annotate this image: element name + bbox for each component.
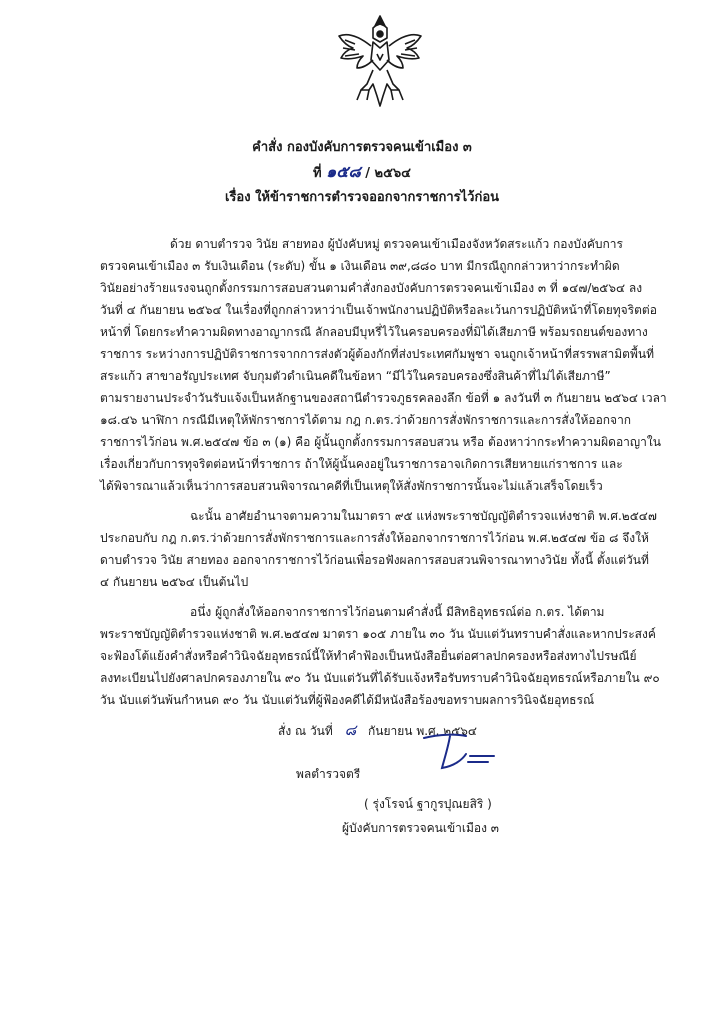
text-line: ได้พิจารณาแล้วเห็นว่าการสอบสวนพิจารณาคดีที่เป็นเหตุให้สั่งพักราชการนั้นจะไม่แล้วเสร็จโดยเร็ว (100, 479, 603, 493)
order-number-handwritten: ๑๕๘ (326, 162, 361, 181)
text-line: ราชการไว้ก่อน พ.ศ.๒๕๔๗ ข้อ ๓ (๑) คือ ผู้นั้นถูกตั้งกรรมการสอบสวน หรือ ต้องหาว่ากระทำความผิดอาญาใน (100, 435, 661, 449)
order-title: คำสั่ง กองบังคับการตรวจคนเข้าเมือง ๓ (252, 140, 472, 155)
text-line: ลงทะเบียนไปยังศาลปกครองภายใน ๙๐ วัน นับแต่วันที่ได้รับแจ้งหรือรับทราบคำวินิจฉัยอุทธรณ์หรือภายใน ๙๐ (100, 671, 660, 685)
text-line: ตามรายงานประจำวันรับแจ้งเป็นหลักฐานของสถานีตำรวจภูธรคลองลึก ข้อที่ ๑ ลงวันที่ ๓ กันยายน ๒๕๖๔ เวลา (100, 391, 667, 405)
text-line: พระราชบัญญัติตำรวจแห่งชาติ พ.ศ.๒๕๔๗ มาตรา ๑๐๕ ภายใน ๓๐ วัน นับแต่วันทราบคำสั่งและหากประสงค์ (100, 627, 656, 641)
text-line: เรื่องเกี่ยวกับการทุจริตต่อหน้าที่ราชการ ถ้าให้ผู้นั้นคงอยู่ในราชการอาจเกิดการเสียหายแก่ราชการ และ (100, 457, 623, 471)
text-line: ด้วย ดาบตำรวจ วินัย สายทอง ผู้บังคับหมู่ ตรวจคนเข้าเมืองจังหวัดสระแก้ว กองบังคับการ (170, 237, 623, 251)
text-line: วินัยอย่างร้ายแรงจนถูกตั้งกรรมการสอบสวนตามคำสั่งกองบังคับการตรวจคนเข้าเมือง ๓ ที่ ๑๔๗/๒๕๖๔ ลง (100, 281, 643, 295)
ordered-prefix: สั่ง ณ วันที่ (278, 724, 333, 738)
text-line: วันที่ ๔ กันยายน ๒๕๖๔ ในเรื่องที่ถูกกล่าวหาว่าเป็นเจ้าพนักงานปฏิบัติหรือละเว้นการปฏิบัติหน้าที่โดยทุจริตต่อ (100, 303, 657, 317)
text-line: ฉะนั้น อาศัยอำนาจตามความในมาตรา ๙๕ แห่งพระราชบัญญัติตำรวจแห่งชาติ พ.ศ.๒๕๔๗ (190, 509, 657, 523)
text-line: ตรวจคนเข้าเมือง ๓ รับเงินเดือน (ระดับ) ขั้น ๑ เงินเดือน ๓๙,๘๘๐ บาท มีกรณีถูกกล่าวหาว่ากระทำผิด (100, 259, 620, 273)
order-prefix: ที่ (312, 166, 322, 181)
order-year: / ๒๕๖๔ (365, 166, 412, 181)
text-line: สระแก้ว สาขาอรัญประเทศ จับกุมตัวดำเนินคดีในข้อหา “มีไว้ในครอบครองซึ่งสินค้าที่ไม่ได้เสียภาษี” (100, 369, 611, 383)
subject-line: เรื่อง ให้ข้าราชการตำรวจออกจากราชการไว้ก่อน (224, 190, 500, 205)
signer-rank: พลตำรวจตรี (296, 767, 361, 781)
ordered-suffix: กันยายน พ.ศ. ๒๕๖๔ (368, 724, 477, 738)
text-line: ราชการ ระหว่างการปฏิบัติราชการจากการส่งตัวผู้ต้องกักที่ส่งประเทศกัมพูชา จนถูกเจ้าหน้าที่สรรพสามิตพื้นที่ (100, 347, 654, 361)
signer-name: ( รุ่งโรจน์ ฐากูรปุณยสิริ ) (364, 797, 492, 811)
text-line: อนึ่ง ผู้ถูกสั่งให้ออกจากราชการไว้ก่อนตามคำสั่งนี้ มีสิทธิอุทธรณ์ต่อ ก.ตร. ได้ตาม (190, 605, 605, 619)
text-line: ๑๘.๔๖ นาฬิกา กรณีมีเหตุให้พักราชการได้ตาม กฎ ก.ตร.ว่าด้วยการสั่งพักราชการและการสั่งให้ออกจาก (100, 413, 632, 427)
signature-icon (420, 732, 500, 774)
signer-position: ผู้บังคับการตรวจคนเข้าเมือง ๓ (342, 821, 499, 835)
text-line: จะฟ้องโต้แย้งคำสั่งหรือคำวินิจฉัยอุทธรณ์นี้ให้ทำคำฟ้องเป็นหนังสือยื่นต่อศาลปกครองหรือส่งทางไปรษณีย์ (100, 649, 637, 663)
text-line: วัน นับแต่วันพ้นกำหนด ๙๐ วัน นับแต่วันที่ผู้ฟ้องคดีได้มีหนังสือร้องขอทราบผลการวินิจฉัยอุทธรณ์ (100, 693, 595, 707)
text-line: ๔ กันยายน ๒๕๖๔ เป็นต้นไป (100, 575, 249, 589)
ordered-day-handwritten: ๘ (344, 721, 357, 739)
text-line: หน้าที่ โดยกระทำความผิดทางอาญากรณี ลักลอบมีบุหรี่ไว้ในครอบครองที่มิได้เสียภาษี พร้อมรถยนต์ของทาง (100, 325, 648, 339)
text-line: ดาบตำรวจ วินัย สายทอง ออกจากราชการไว้ก่อนเพื่อรอฟังผลการสอบสวนพิจารณาทางวินัย ทั้งนี้ ตั้งแต่วันที่ (100, 553, 649, 567)
text-line: ประกอบกับ กฎ ก.ตร.ว่าด้วยการสั่งพักราชการและการสั่งให้ออกจากราชการไว้ก่อน พ.ศ.๒๕๔๗ ข้อ ๘ จึงให้ (100, 531, 649, 545)
